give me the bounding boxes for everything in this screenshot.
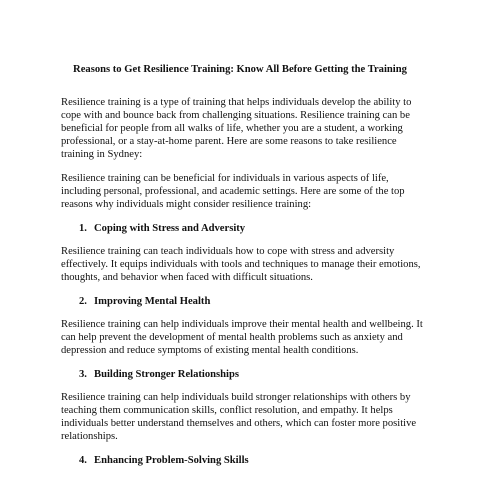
section-heading-text: Building Stronger Relationships	[94, 369, 240, 380]
section-heading-2	[79, 295, 423, 308]
section-paragraph-1: Resilience training can teach individuals how to cope with stress and adversity effectively. It equips individuals with tools and techniques to manage their emotions, thoughts, and behavior when faced with difficult situations.	[61, 246, 421, 283]
section-paragraph-2: Resilience training can help individuals improve their mental health and wellbeing. It can help prevent the development of mental health problems such as anxiety and depression and reduce symptoms of existing mental health conditions.	[61, 319, 423, 356]
section-heading-text: Improving Mental Health	[94, 296, 211, 307]
section-heading-text: Coping with Stress and Adversity	[94, 223, 246, 234]
section-number: 3.	[79, 369, 87, 380]
section-heading-1	[79, 222, 423, 235]
section-number: 1.	[79, 223, 87, 234]
section-heading-text: Enhancing Problem-Solving Skills	[94, 455, 249, 466]
intro-paragraph-1: Resilience training is a type of training that helps individuals develop the ability to cope with and bounce back from challenging situations. Resilience training can be beneficial for people from all walks of life, whether you are a student, a working professional, or a stay-at-home parent. Here are some reasons to take resilience training in Sydney:	[61, 97, 412, 160]
section-paragraph-3: Resilience training can help individuals build stronger relationships with others by teaching them communication skills, conflict resolution, and empathy. It helps individuals better understand themselves and others, which can foster more positive relationships.	[61, 392, 417, 442]
section-heading-4	[79, 454, 423, 467]
section-number: 2.	[79, 296, 87, 307]
document-body	[61, 96, 423, 477]
section-number: 4.	[79, 455, 87, 466]
section-heading-3	[79, 368, 423, 381]
document-title: Reasons to Get Resilience Training: Know All Before Getting the Training	[73, 64, 407, 75]
intro-paragraph-2: Resilience training can be beneficial for individuals in various aspects of life, including personal, professional, and academic settings. Here are some of the top reasons why individuals might consider resilience training:	[61, 173, 405, 210]
